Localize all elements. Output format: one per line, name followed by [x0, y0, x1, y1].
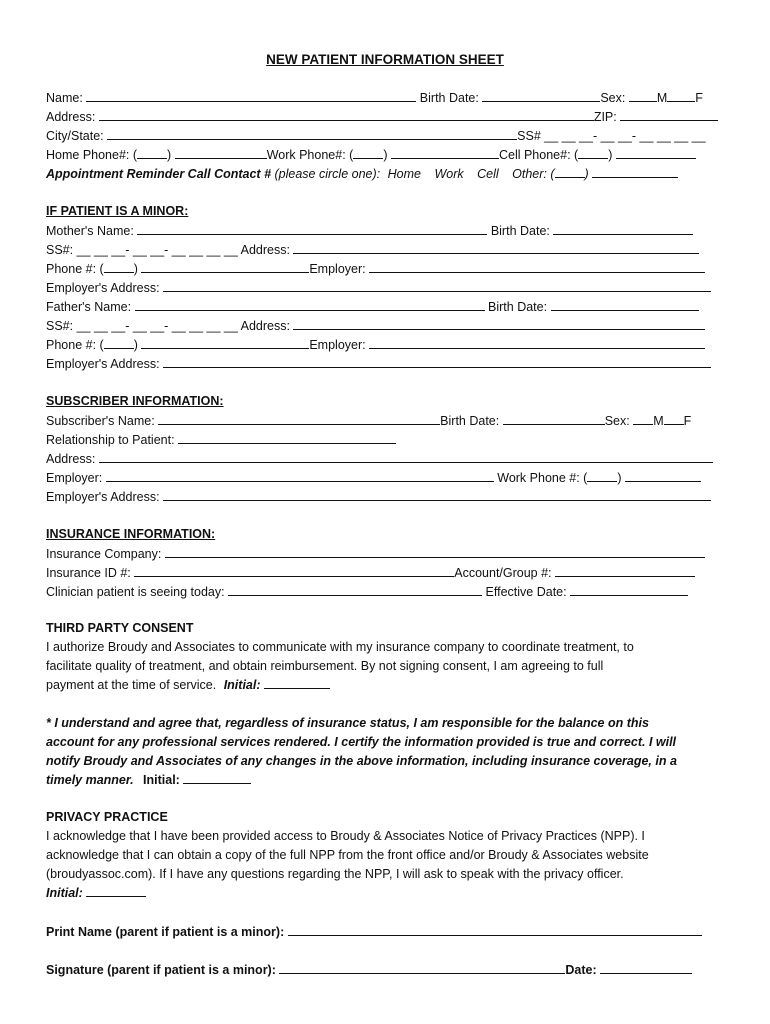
- mother-ss-label: SS#:: [46, 243, 74, 257]
- privacy-paragraph: [46, 827, 726, 903]
- agreement-initial-field[interactable]: [183, 772, 251, 784]
- address-field[interactable]: [99, 109, 594, 121]
- signature-row: [46, 962, 692, 978]
- consent-line-2: facilitate quality of treatment, and obtain reimbursement. By not signing consent, I am agreeing to full: [46, 659, 604, 673]
- agreement-line-2: account for any professional services rendered. I certify the information provided is true and correct. I will: [46, 735, 677, 749]
- name-label: Name:: [46, 91, 83, 105]
- father-employer-label: Employer:: [309, 338, 366, 352]
- work-area-field[interactable]: [353, 147, 383, 159]
- account-label: Account/Group #:: [454, 566, 552, 580]
- subscriber-work-phone-label: Work Phone #: (: [497, 471, 588, 485]
- father-birth-field[interactable]: [551, 299, 699, 311]
- privacy-initial-label: Initial:: [46, 886, 83, 900]
- effective-date-field[interactable]: [570, 584, 688, 596]
- insurance-id-row: [46, 565, 695, 581]
- zip-field[interactable]: [620, 109, 718, 121]
- paren: ): [133, 338, 138, 352]
- clinician-field[interactable]: [228, 584, 482, 596]
- consent-heading: THIRD PARTY CONSENT: [46, 621, 194, 635]
- subscriber-address-label: Address:: [46, 452, 96, 466]
- address-label: Address:: [46, 110, 96, 124]
- mother-ss-field[interactable]: __ __ __- __ __- __ __ __ __: [76, 243, 238, 257]
- mother-name-field[interactable]: [137, 223, 487, 235]
- reminder-option-home[interactable]: Home: [387, 167, 421, 181]
- father-employer-address-label: Employer's Address:: [46, 357, 160, 371]
- subscriber-employer-field[interactable]: [106, 470, 494, 482]
- agreement-initial-label: Initial:: [143, 773, 180, 787]
- agreement-line-4-row: [46, 771, 726, 790]
- paren: ): [608, 148, 613, 162]
- paren: ): [133, 262, 138, 276]
- clinician-label: Clinician patient is seeing today:: [46, 585, 225, 599]
- subscriber-name-row: [46, 413, 691, 429]
- reminder-option-other[interactable]: Other: (: [512, 167, 555, 181]
- consent-initial-label: Initial:: [223, 678, 261, 692]
- mother-address-field[interactable]: [293, 242, 699, 254]
- city-state-field[interactable]: [107, 128, 517, 140]
- paren: ): [167, 148, 172, 162]
- subscriber-employer-address-row: [46, 489, 711, 505]
- account-field[interactable]: [555, 565, 695, 577]
- effective-date-label: Effective Date:: [485, 585, 567, 599]
- sex-label: Sex:: [600, 91, 626, 105]
- father-address-label: Address:: [240, 319, 290, 333]
- reminder-option-cell[interactable]: Cell: [477, 167, 499, 181]
- mother-area-field[interactable]: [104, 261, 134, 273]
- reminder-hint: (please circle one):: [274, 167, 381, 181]
- subscriber-work-phone-field[interactable]: [625, 470, 701, 482]
- consent-line-3-row: [46, 676, 726, 695]
- consent-line-3: payment at the time of service.: [46, 678, 217, 692]
- patient-row-name: [46, 90, 703, 106]
- reminder-row: [46, 166, 678, 182]
- consent-initial-field[interactable]: [264, 677, 330, 689]
- mother-birth-field[interactable]: [553, 223, 693, 235]
- privacy-line-2: acknowledge that I can obtain a copy of the full NPP from the front office and/or Broudy & Associates website: [46, 848, 649, 862]
- mother-employer-label: Employer:: [309, 262, 366, 276]
- zip-label: ZIP:: [593, 110, 617, 124]
- agreement-line-4: timely manner.: [46, 773, 134, 787]
- insurance-company-field[interactable]: [165, 546, 705, 558]
- cell-phone-field[interactable]: [616, 147, 696, 159]
- sex-f-field[interactable]: [667, 90, 695, 102]
- agreement-paragraph: [46, 714, 726, 790]
- subscriber-area-field[interactable]: [587, 470, 617, 482]
- home-phone-field[interactable]: [175, 147, 267, 159]
- work-phone-field[interactable]: [391, 147, 499, 159]
- subscriber-sex-f-label: F: [683, 414, 692, 428]
- mother-phone-label: Phone #: (: [46, 262, 104, 276]
- privacy-line-3: (broudyassoc.com). If I have any questions regarding the NPP, I will ask to speak with the privacy officer.: [46, 867, 624, 881]
- other-area-field[interactable]: [555, 166, 585, 178]
- father-birth-label: Birth Date:: [488, 300, 548, 314]
- subscriber-sex-m-field[interactable]: [633, 413, 653, 425]
- home-phone-label: Home Phone#: (: [46, 148, 138, 162]
- sex-m-label: M: [656, 91, 668, 105]
- other-phone-field[interactable]: [592, 166, 678, 178]
- father-employer-address-row: [46, 356, 711, 372]
- father-address-field[interactable]: [293, 318, 705, 330]
- home-area-field[interactable]: [137, 147, 167, 159]
- work-phone-label: Work Phone#: (: [266, 148, 354, 162]
- insurance-id-field[interactable]: [134, 565, 454, 577]
- father-phone-label: Phone #: (: [46, 338, 104, 352]
- cell-phone-label: Cell Phone#: (: [498, 148, 579, 162]
- subscriber-address-field[interactable]: [99, 451, 713, 463]
- ss-field[interactable]: __ __ __- __ __- __ __ __ __: [544, 129, 706, 143]
- father-ss-row: [46, 318, 705, 334]
- mother-row: [46, 223, 693, 239]
- mother-birth-label: Birth Date:: [490, 224, 550, 238]
- father-employer-field[interactable]: [369, 337, 705, 349]
- father-phone-row: [46, 337, 705, 353]
- subscriber-sex-m-label: M: [653, 414, 664, 428]
- print-name-field[interactable]: [288, 924, 702, 936]
- insurance-id-label: Insurance ID #:: [46, 566, 131, 580]
- father-row: [46, 299, 699, 315]
- birth-date-label: Birth Date:: [419, 91, 479, 105]
- print-name-label: Print Name (parent if patient is a minor):: [46, 925, 285, 939]
- patient-row-city: [46, 128, 706, 144]
- reminder-label: Appointment Reminder Call Contact #: [46, 167, 272, 181]
- consent-line-1: I authorize Broudy and Associates to communicate with my insurance company to coordinate treatment, to: [46, 640, 634, 654]
- sex-m-field[interactable]: [629, 90, 657, 102]
- cell-area-field[interactable]: [578, 147, 608, 159]
- paren: ): [617, 471, 622, 485]
- paren: ): [584, 167, 589, 181]
- mother-employer-address-row: [46, 280, 711, 296]
- agreement-line-3: notify Broudy and Associates of any changes in the above information, including insurance coverage, in a: [46, 754, 677, 768]
- signature-field[interactable]: [279, 962, 565, 974]
- clinician-row: [46, 584, 688, 600]
- mother-employer-field[interactable]: [369, 261, 705, 273]
- subscriber-employer-label: Employer:: [46, 471, 103, 485]
- ss-label: SS#: [517, 129, 541, 143]
- subscriber-address-row: [46, 451, 713, 467]
- relationship-label: Relationship to Patient:: [46, 433, 175, 447]
- subscriber-heading: SUBSCRIBER INFORMATION:: [46, 394, 224, 408]
- father-area-field[interactable]: [104, 337, 134, 349]
- father-ss-label: SS#:: [46, 319, 74, 333]
- relationship-row: [46, 432, 396, 448]
- mother-name-label: Mother's Name:: [46, 224, 134, 238]
- page-title: NEW PATIENT INFORMATION SHEET: [266, 52, 504, 67]
- insurance-heading: INSURANCE INFORMATION:: [46, 527, 216, 541]
- sign-date-label: Date:: [565, 963, 597, 977]
- father-ss-field[interactable]: __ __ __- __ __- __ __ __ __: [76, 319, 238, 333]
- subscriber-sex-f-field[interactable]: [664, 413, 684, 425]
- mother-address-label: Address:: [240, 243, 290, 257]
- subscriber-name-label: Subscriber's Name:: [46, 414, 155, 428]
- privacy-initial-row: [46, 884, 726, 903]
- insurance-company-row: [46, 546, 705, 562]
- city-state-label: City/State:: [46, 129, 104, 143]
- mother-employer-address-field[interactable]: [163, 280, 711, 292]
- subscriber-employer-address-label: Employer's Address:: [46, 490, 160, 504]
- father-name-label: Father's Name:: [46, 300, 132, 314]
- sex-f-label: F: [695, 91, 703, 105]
- father-name-field[interactable]: [135, 299, 485, 311]
- agreement-line-1: * I understand and agree that, regardless of insurance status, I am responsible for the balance on this: [46, 716, 649, 730]
- paren: ): [383, 148, 388, 162]
- signature-label: Signature (parent if patient is a minor):: [46, 963, 276, 977]
- subscriber-sex-label: Sex:: [604, 414, 630, 428]
- mother-employer-address-label: Employer's Address:: [46, 281, 160, 295]
- mother-ss-row: [46, 242, 699, 258]
- subscriber-birth-field[interactable]: [503, 413, 605, 425]
- consent-paragraph: [46, 638, 726, 695]
- reminder-option-work[interactable]: Work: [434, 167, 464, 181]
- privacy-line-1: I acknowledge that I have been provided access to Broudy & Associates Notice of Privacy Practices (NPP). I: [46, 829, 645, 843]
- subscriber-employer-address-field[interactable]: [163, 489, 711, 501]
- privacy-initial-field[interactable]: [86, 885, 146, 897]
- minor-heading: IF PATIENT IS A MINOR:: [46, 204, 189, 218]
- subscriber-birth-label: Birth Date:: [440, 414, 500, 428]
- sign-date-field[interactable]: [600, 962, 692, 974]
- privacy-heading: PRIVACY PRACTICE: [46, 810, 168, 824]
- subscriber-employer-row: [46, 470, 701, 486]
- patient-row-address: [46, 109, 718, 125]
- insurance-company-label: Insurance Company:: [46, 547, 162, 561]
- mother-phone-field[interactable]: [141, 261, 309, 273]
- patient-row-phones: [46, 147, 696, 163]
- birth-date-field[interactable]: [482, 90, 600, 102]
- print-name-row: [46, 924, 702, 940]
- relationship-field[interactable]: [178, 432, 396, 444]
- father-employer-address-field[interactable]: [163, 356, 711, 368]
- father-phone-field[interactable]: [141, 337, 309, 349]
- mother-phone-row: [46, 261, 705, 277]
- name-field[interactable]: [86, 90, 416, 102]
- subscriber-name-field[interactable]: [158, 413, 440, 425]
